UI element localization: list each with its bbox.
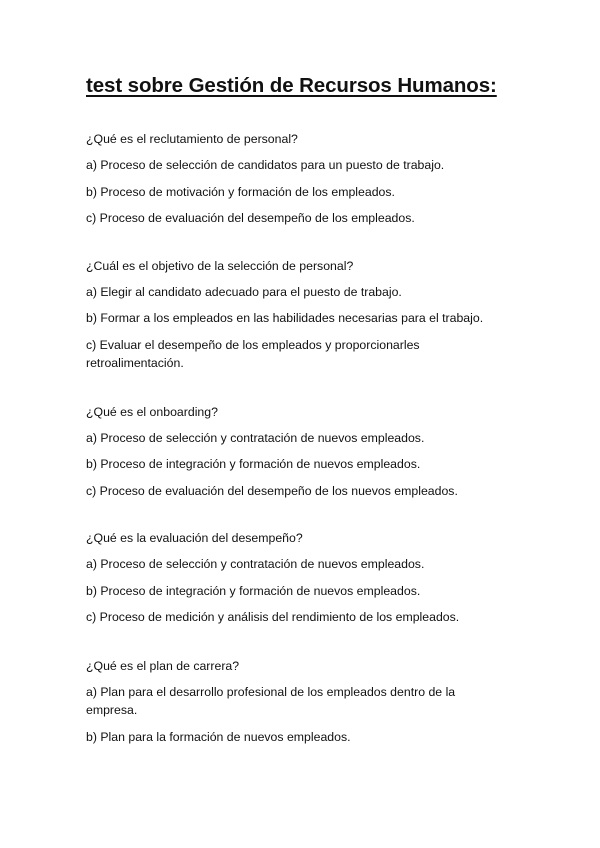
- question-block-4: [86, 529, 526, 627]
- answer-list-2: [86, 283, 526, 373]
- answer-2b: b) Formar a los empleados en las habilidades necesarias para el trabajo.: [86, 311, 484, 325]
- question-1-text: ¿Qué es el reclutamiento de personal?: [86, 132, 298, 146]
- question-4-text: ¿Qué es la evaluación del desempeño?: [86, 531, 303, 545]
- answer-3a: a) Proceso de selección y contratación de nuevos empleados.: [86, 430, 425, 445]
- question-block-3: [86, 403, 526, 501]
- answer-5b: b) Plan para la formación de nuevos empleados.: [86, 729, 351, 744]
- answer-2a: a) Elegir al candidato adecuado para el puesto de trabajo.: [86, 284, 402, 299]
- question-3-text: ¿Qué es el onboarding?: [86, 404, 218, 419]
- answer-2c: c) Evaluar el desempeño de los empleados y proporcionarles retroalimentación.: [86, 337, 420, 370]
- document-title: test sobre Gestión de Recursos Humanos:: [86, 74, 497, 97]
- question-block-5: [86, 657, 526, 747]
- answer-list-4: [86, 555, 526, 627]
- answer-4a: a) Proceso de selección y contratación de nuevos empleados.: [86, 557, 425, 571]
- question-block-2: [86, 257, 526, 373]
- question-block-1: [86, 130, 526, 228]
- answer-list-1: [86, 156, 526, 228]
- answer-1c: c) Proceso de evaluación del desempeño de los empleados.: [86, 211, 415, 225]
- answer-5a: a) Plan para el desarrollo profesional de los empleados dentro de la empresa.: [86, 684, 456, 717]
- answer-1a: a) Proceso de selección de candidatos para un puesto de trabajo.: [86, 158, 445, 172]
- answer-list-5: [86, 683, 526, 747]
- answer-1b: b) Proceso de motivación y formación de los empleados.: [86, 184, 395, 199]
- question-2-text: ¿Cuál es el objetivo de la selección de personal?: [86, 258, 354, 273]
- question-list: [86, 130, 526, 772]
- answer-list-3: [86, 429, 526, 501]
- answer-3c: c) Proceso de evaluación del desempeño de los nuevos empleados.: [86, 483, 458, 498]
- answer-4b: b) Proceso de integración y formación de nuevos empleados.: [86, 583, 421, 598]
- answer-3b: b) Proceso de integración y formación de nuevos empleados.: [86, 457, 421, 471]
- answer-4c: c) Proceso de medición y análisis del rendimiento de los empleados.: [86, 610, 460, 624]
- question-5-text: ¿Qué es el plan de carrera?: [86, 658, 240, 673]
